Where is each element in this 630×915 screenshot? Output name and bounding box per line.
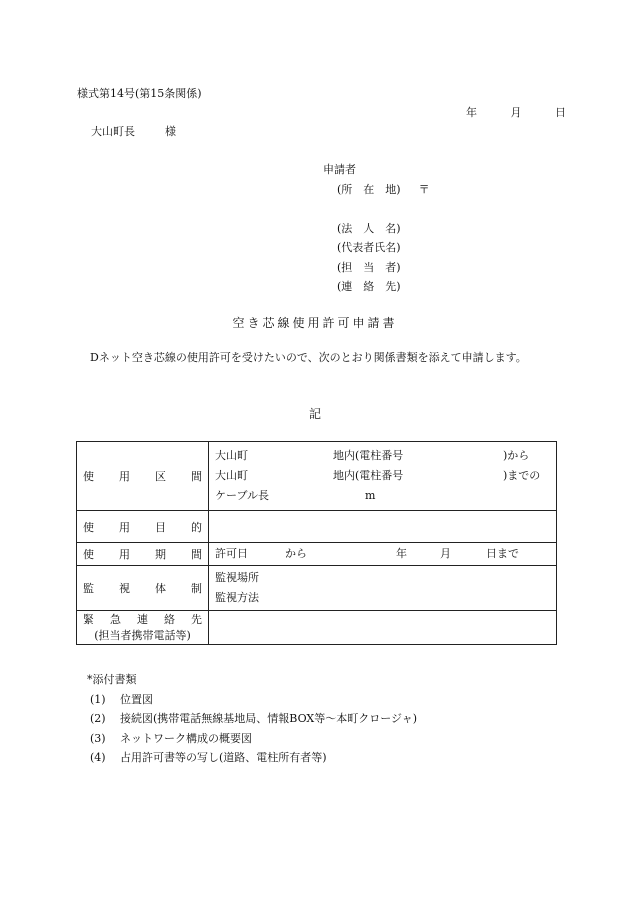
address-spacer bbox=[323, 199, 430, 219]
monitoring-system-cell[interactable] bbox=[209, 566, 557, 611]
monitoring-method-label: 監視方法 bbox=[215, 591, 259, 604]
document-body: Dネット空き芯線の使用許可を受けたいので、次のとおり関係書類を添えて申請します。 bbox=[90, 351, 527, 364]
usage-section-label: 使用区間 bbox=[77, 442, 209, 511]
person-in-charge-label: (担 当 者) bbox=[337, 260, 401, 274]
usage-period-cell[interactable] bbox=[209, 543, 557, 566]
addressee bbox=[91, 123, 176, 139]
from-suffix: )から bbox=[503, 449, 530, 462]
list-item bbox=[87, 729, 417, 749]
table-row bbox=[77, 566, 557, 611]
addressee-honorific: 様 bbox=[165, 125, 176, 138]
permit-date-label: 許可日 bbox=[215, 547, 248, 560]
pole-number-label: 地内(電柱番号 bbox=[333, 469, 404, 482]
representative-label: (代表者氏名) bbox=[337, 241, 401, 254]
monitoring-location-label: 監視場所 bbox=[215, 571, 259, 584]
town-name: 大山町 bbox=[215, 449, 248, 462]
table-row bbox=[77, 442, 557, 511]
usage-period-label: 使用期間 bbox=[77, 543, 209, 566]
list-item bbox=[87, 690, 417, 710]
applicant-block bbox=[323, 160, 430, 297]
document-title: 空き芯線使用許可申請書 bbox=[232, 316, 398, 330]
list-item bbox=[87, 748, 417, 768]
ki-heading: 記 bbox=[308, 407, 321, 421]
list-item bbox=[87, 709, 417, 729]
item-number: (1) bbox=[90, 692, 106, 706]
emergency-contact-title: 緊急連絡先 bbox=[83, 612, 202, 626]
address-row bbox=[337, 180, 430, 200]
emergency-contact-label bbox=[77, 611, 209, 645]
applicant-heading: 申請者 bbox=[323, 163, 356, 176]
contact-label: (連 絡 先) bbox=[337, 280, 401, 293]
form-number: 様式第14号(第15条関係) bbox=[77, 87, 202, 100]
item-number: (2) bbox=[90, 712, 106, 725]
item-text: ネットワーク構成の概要図 bbox=[120, 731, 252, 745]
item-text: 占用許可書等の写し(道路、電柱所有者等) bbox=[120, 751, 327, 764]
item-text: 接続図(携帯電話無線基地局、情報BOX等～本町クロージャ) bbox=[120, 712, 418, 725]
date-month: 月 bbox=[510, 106, 522, 119]
month-label: 月 bbox=[440, 547, 451, 560]
attachments-block bbox=[87, 670, 417, 768]
cable-length-label: ケーブル長 bbox=[215, 489, 270, 502]
meter-unit: m bbox=[365, 489, 376, 502]
table-row bbox=[77, 511, 557, 543]
table-row bbox=[77, 543, 557, 566]
date-day: 日 bbox=[555, 106, 566, 119]
table-row bbox=[77, 611, 557, 645]
emergency-contact-cell[interactable] bbox=[209, 611, 557, 645]
usage-purpose-cell[interactable] bbox=[209, 511, 557, 543]
usage-section-to bbox=[215, 466, 550, 486]
date-year: 年 bbox=[466, 106, 477, 119]
until-day-label: 日まで bbox=[486, 547, 519, 560]
addressee-name: 大山町長 bbox=[91, 125, 135, 138]
corporate-name-label: (法 人 名) bbox=[337, 221, 401, 235]
pole-number-label: 地内(電柱番号 bbox=[333, 449, 404, 462]
usage-purpose-label: 使用目的 bbox=[77, 511, 209, 543]
cable-length-line bbox=[215, 486, 550, 506]
to-suffix: )までの bbox=[503, 469, 541, 482]
application-table bbox=[76, 441, 557, 645]
usage-section-cell[interactable] bbox=[209, 442, 557, 511]
town-name: 大山町 bbox=[215, 469, 248, 482]
attachments-heading: *添付書類 bbox=[87, 673, 137, 686]
year-label: 年 bbox=[396, 547, 407, 560]
item-number: (4) bbox=[90, 751, 106, 764]
date-line bbox=[466, 104, 566, 120]
from-label: から bbox=[285, 547, 307, 560]
postal-mark: 〒 bbox=[418, 182, 430, 196]
usage-section-from bbox=[215, 446, 550, 466]
monitoring-system-label: 監視体制 bbox=[77, 566, 209, 611]
address-label: (所 在 地) bbox=[337, 182, 401, 196]
emergency-contact-note: (担当者携帯電話等) bbox=[94, 628, 191, 642]
item-number: (3) bbox=[90, 731, 106, 745]
item-text: 位置図 bbox=[120, 692, 153, 706]
